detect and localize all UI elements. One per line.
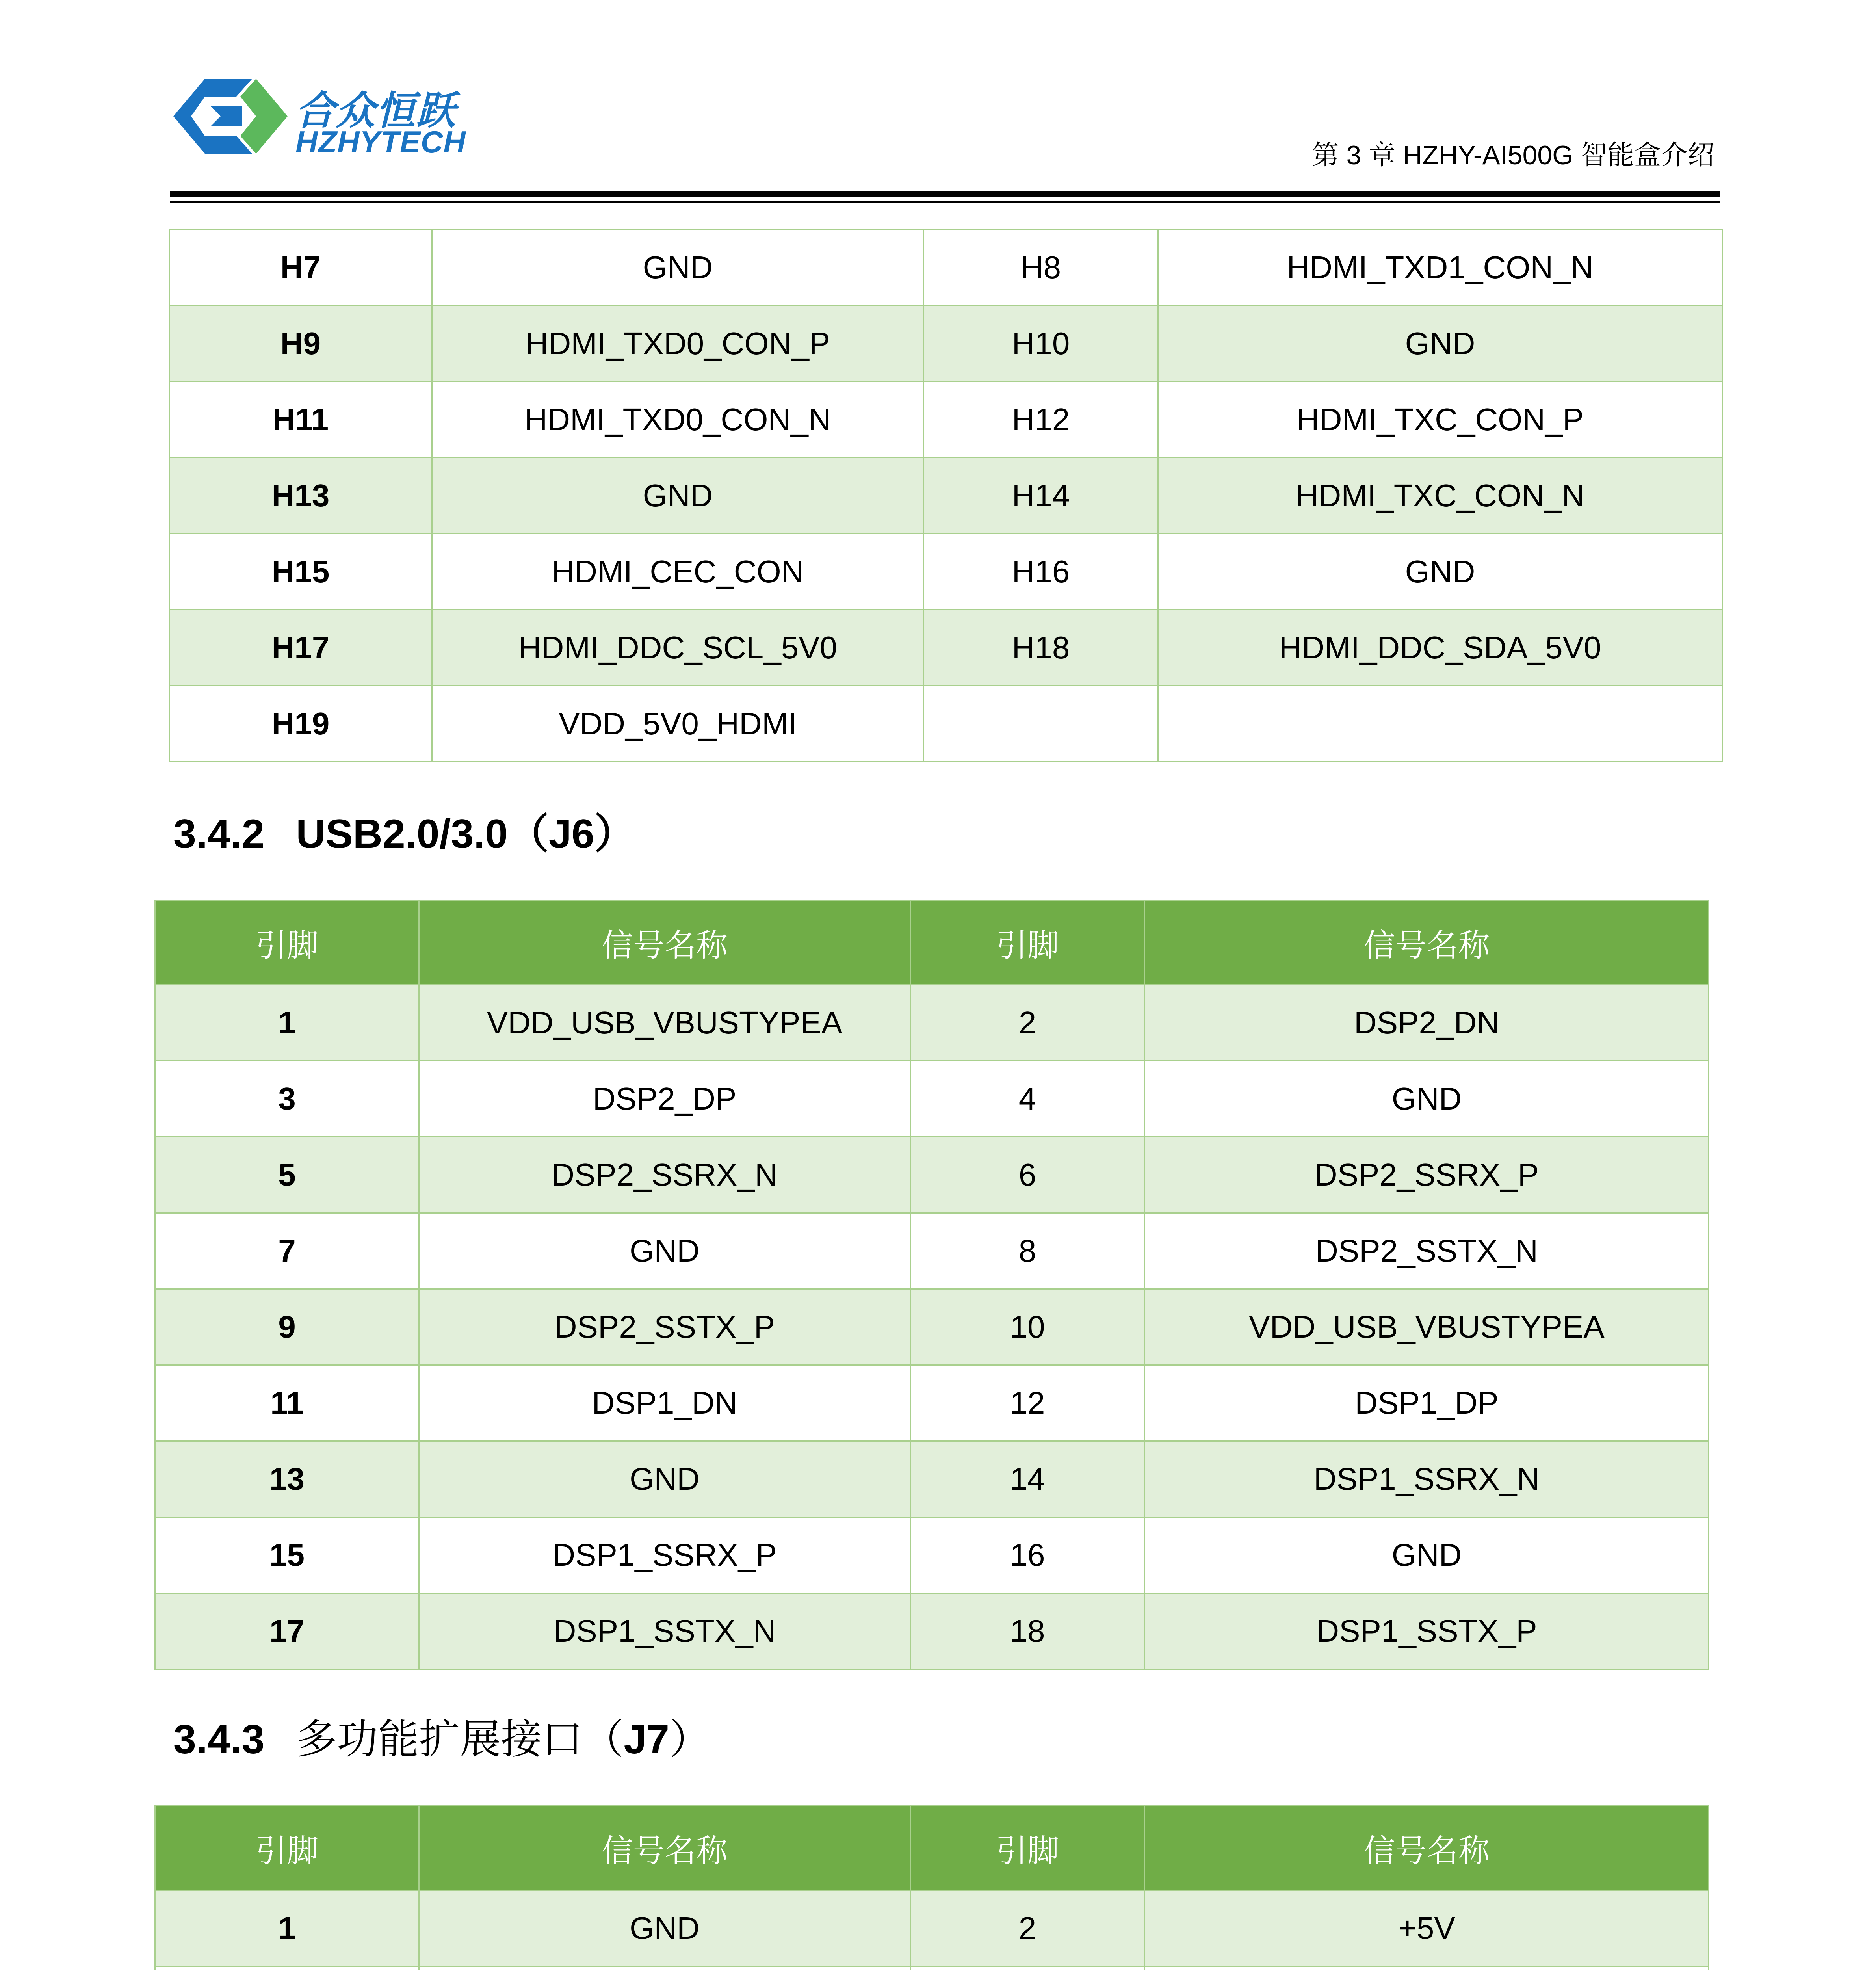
pin-number-cell	[910, 1966, 1145, 1970]
signal-name-cell: VDD_USB_VBUSTYPEA	[1145, 1289, 1709, 1365]
signal-name-cell: DSP1_SSRX_P	[419, 1517, 910, 1593]
pin-number-cell: 4	[910, 1061, 1145, 1137]
table-row	[169, 458, 1722, 534]
signal-name-cell: GND	[1145, 1517, 1709, 1593]
header-pin: 引脚	[155, 1806, 419, 1890]
table-row	[169, 610, 1722, 686]
signal-name-cell: GND	[419, 1890, 910, 1966]
header-pin: 引脚	[155, 901, 419, 985]
pin-number-cell: 2	[910, 1890, 1145, 1966]
header-rule	[170, 191, 1720, 197]
signal-name-cell: GND	[1158, 534, 1722, 610]
signal-name-cell	[419, 1966, 910, 1970]
table-row	[155, 1890, 1709, 1966]
chapter-title: 第 3 章 HZHY-AI500G 智能盒介绍	[1312, 140, 1714, 170]
section-heading-close: ）	[669, 1717, 711, 1762]
signal-name-cell: DSP2_DN	[1145, 985, 1709, 1061]
hdmi-pin-table	[169, 229, 1723, 762]
pin-number-cell: H19	[169, 686, 432, 762]
pin-number-cell: 7	[155, 1213, 419, 1289]
pin-number-cell: 10	[910, 1289, 1145, 1365]
pin-number-cell: 2	[910, 985, 1145, 1061]
pin-number-cell	[924, 686, 1158, 762]
table-row	[155, 1517, 1709, 1593]
pin-number-cell: H16	[924, 534, 1158, 610]
usb-pin-table	[154, 900, 1709, 1670]
signal-name-cell: DSP2_SSTX_P	[419, 1289, 910, 1365]
header-signal-name: 信号名称	[419, 901, 910, 985]
pin-number-cell: H9	[169, 306, 432, 382]
signal-name-cell: VDD_5V0_HDMI	[432, 686, 924, 762]
signal-name-cell: GND	[419, 1213, 910, 1289]
pin-number-cell: 5	[155, 1137, 419, 1213]
pin-number-cell: 11	[155, 1365, 419, 1441]
pin-number-cell: H14	[924, 458, 1158, 534]
signal-name-cell: DSP2_SSRX_P	[1145, 1137, 1709, 1213]
table-header-row	[155, 1806, 1709, 1890]
pin-number-cell: H7	[169, 230, 432, 306]
signal-name-cell: VDD_USB_VBUSTYPEA	[419, 985, 910, 1061]
table-row	[169, 534, 1722, 610]
signal-name-cell: HDMI_TXC_CON_P	[1158, 382, 1722, 458]
header-signal-name: 信号名称	[419, 1806, 910, 1890]
pin-number-cell: 18	[910, 1593, 1145, 1669]
pin-number-cell: H17	[169, 610, 432, 686]
signal-name-cell: HDMI_TXD1_CON_N	[1158, 230, 1722, 306]
signal-name-cell: HDMI_TXD0_CON_N	[432, 382, 924, 458]
signal-name-cell: DSP1_SSRX_N	[1145, 1441, 1709, 1517]
pin-number-cell: 13	[155, 1441, 419, 1517]
logo-english-name: HZHYTECH	[295, 125, 466, 159]
pin-number-cell: 1	[155, 1890, 419, 1966]
signal-name-cell: GND	[419, 1441, 910, 1517]
section-heading: USB2.0/3.0（J6）	[296, 811, 635, 857]
table-row	[155, 1289, 1709, 1365]
header-pin: 引脚	[910, 901, 1145, 985]
signal-name-cell: HDMI_DDC_SDA_5V0	[1158, 610, 1722, 686]
table-row	[155, 1365, 1709, 1441]
signal-name-cell	[1158, 686, 1722, 762]
signal-name-cell: DSP2_SSRX_N	[419, 1137, 910, 1213]
section-title-usb	[173, 801, 635, 860]
signal-name-cell: GND	[1145, 1061, 1709, 1137]
pin-number-cell: H8	[924, 230, 1158, 306]
pin-number-cell: 17	[155, 1593, 419, 1669]
pin-number-cell: H11	[169, 382, 432, 458]
signal-name-cell: HDMI_CEC_CON	[432, 534, 924, 610]
signal-name-cell: DSP1_DN	[419, 1365, 910, 1441]
signal-name-cell: DSP1_SSTX_N	[419, 1593, 910, 1669]
table-row	[169, 686, 1722, 762]
signal-name-cell: DSP2_DP	[419, 1061, 910, 1137]
table-row	[155, 985, 1709, 1061]
pin-number-cell: 1	[155, 985, 419, 1061]
table-row	[155, 1061, 1709, 1137]
section-heading-cn: 多功能扩展接口（	[296, 1717, 624, 1762]
header-rule-thin	[170, 201, 1720, 203]
pin-number-cell: 12	[910, 1365, 1145, 1441]
signal-name-cell: DSP2_SSTX_N	[1145, 1213, 1709, 1289]
pin-number-cell: 15	[155, 1517, 419, 1593]
header-pin: 引脚	[910, 1806, 1145, 1890]
pin-number-cell: 8	[910, 1213, 1145, 1289]
section-title-j7	[173, 1706, 710, 1765]
signal-name-cell: +5V	[1145, 1890, 1709, 1966]
signal-name-cell	[1145, 1966, 1709, 1970]
pin-number-cell: H18	[924, 610, 1158, 686]
table-row	[155, 1593, 1709, 1669]
table-row	[169, 306, 1722, 382]
table-row	[155, 1966, 1709, 1970]
pin-number-cell: H12	[924, 382, 1158, 458]
pin-number-cell: H13	[169, 458, 432, 534]
hzhytech-logo-icon	[173, 79, 288, 154]
signal-name-cell: GND	[432, 458, 924, 534]
pin-number-cell: 16	[910, 1517, 1145, 1593]
pin-number-cell: 6	[910, 1137, 1145, 1213]
pin-number-cell: 14	[910, 1441, 1145, 1517]
signal-name-cell: GND	[432, 230, 924, 306]
j7-pin-table	[154, 1805, 1709, 1970]
section-number: 3.4.2	[173, 811, 265, 857]
logo-chinese-name: 合众恒跃	[295, 89, 456, 133]
header-signal-name: 信号名称	[1145, 901, 1709, 985]
table-row	[169, 382, 1722, 458]
signal-name-cell: HDMI_TXC_CON_N	[1158, 458, 1722, 534]
table-header-row	[155, 901, 1709, 985]
pin-number-cell: H10	[924, 306, 1158, 382]
pin-number-cell: 3	[155, 1061, 419, 1137]
signal-name-cell: HDMI_TXD0_CON_P	[432, 306, 924, 382]
pin-number-cell: 9	[155, 1289, 419, 1365]
signal-name-cell: GND	[1158, 306, 1722, 382]
header-signal-name: 信号名称	[1145, 1806, 1709, 1890]
table-row	[155, 1213, 1709, 1289]
signal-name-cell: DSP1_SSTX_P	[1145, 1593, 1709, 1669]
section-heading-connector: J7	[624, 1717, 670, 1762]
company-logo	[173, 75, 473, 169]
table-row	[155, 1137, 1709, 1213]
table-row	[155, 1441, 1709, 1517]
signal-name-cell: HDMI_DDC_SCL_5V0	[432, 610, 924, 686]
signal-name-cell: DSP1_DP	[1145, 1365, 1709, 1441]
section-number: 3.4.3	[173, 1717, 265, 1762]
pin-number-cell	[155, 1966, 419, 1970]
pin-number-cell: H15	[169, 534, 432, 610]
table-row	[169, 230, 1722, 306]
